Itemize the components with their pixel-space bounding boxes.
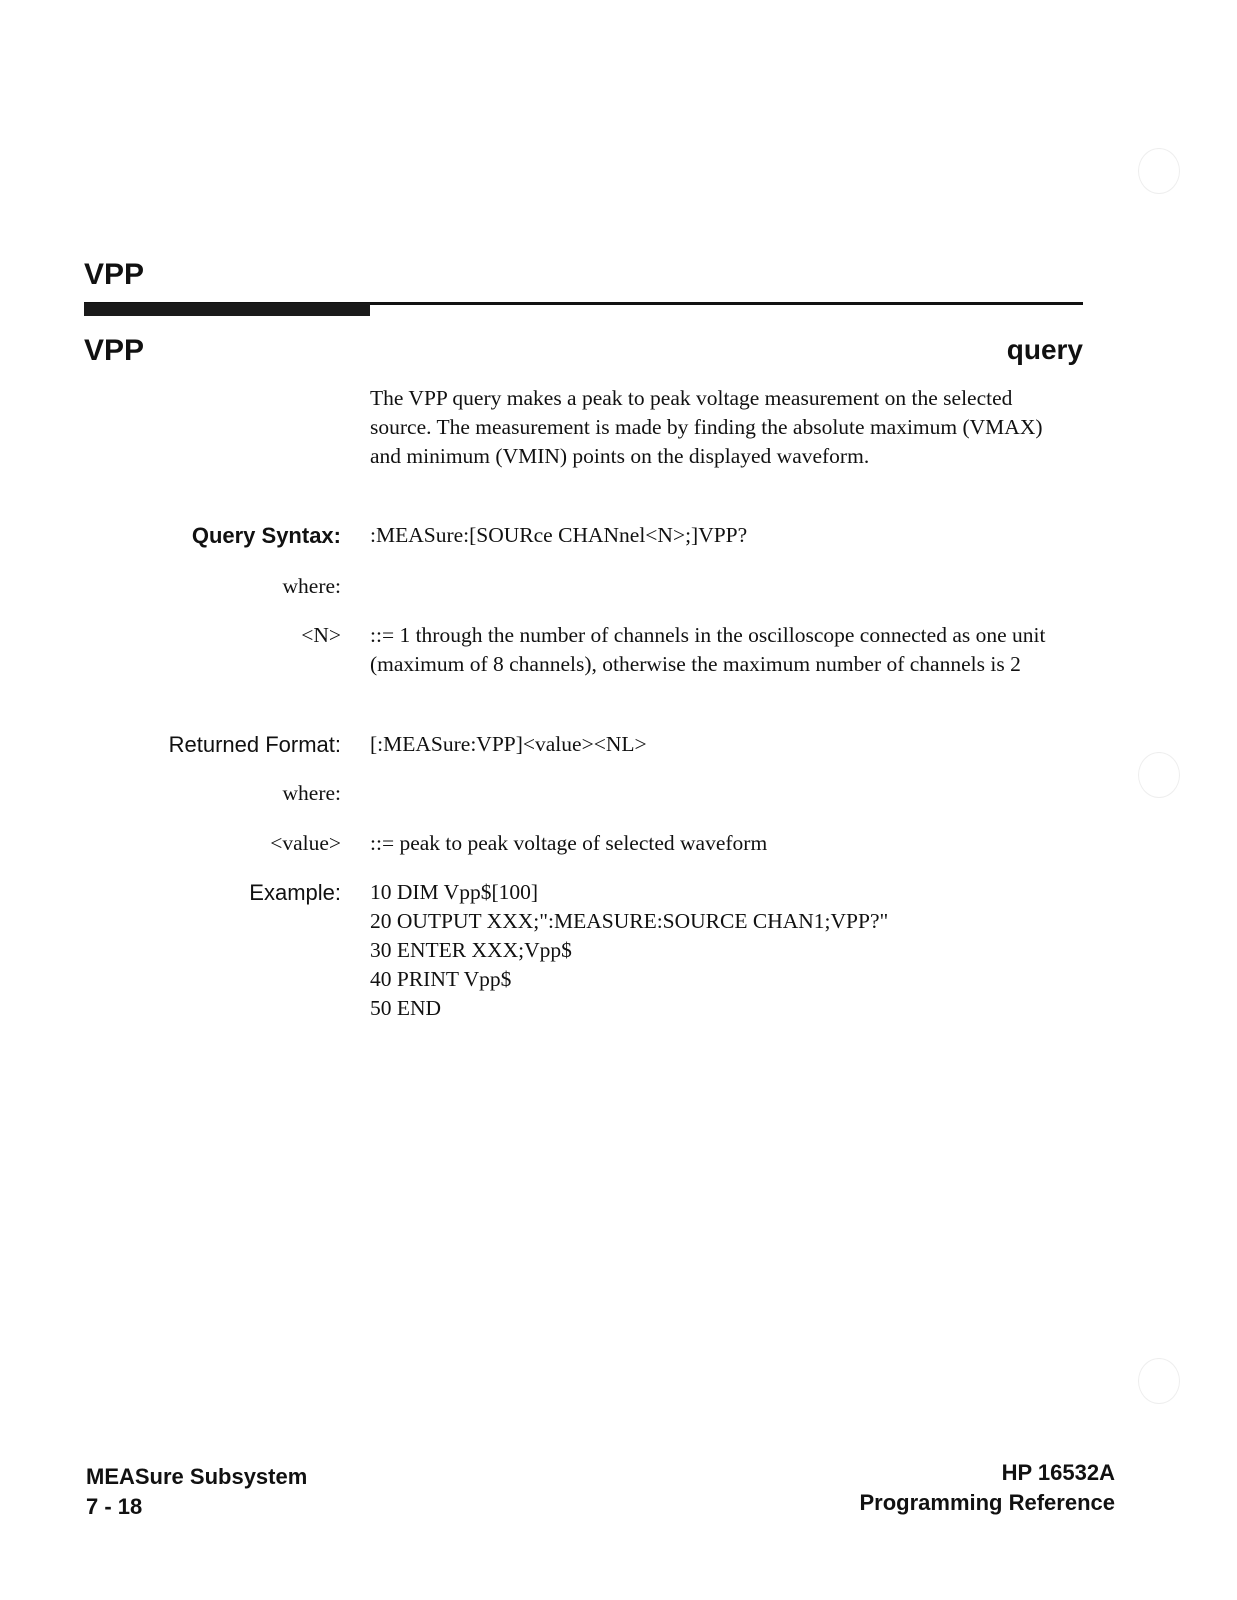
footer-subsystem: MEASure Subsystem	[86, 1464, 308, 1489]
param-n-description: ::= 1 through the number of channels in the oscilloscope connected as one unit (maximum of 8 channels), otherwise the maximum number of channels is 2	[370, 623, 1046, 676]
running-header: VPP	[84, 258, 145, 291]
code-line: 10 DIM Vpp$[100]	[370, 880, 539, 904]
punch-hole-mark	[1138, 752, 1180, 798]
header-rule-bar	[84, 303, 370, 316]
example-code	[370, 878, 1080, 1023]
footer-page-number: 7 - 18	[86, 1494, 143, 1519]
query-syntax-value: :MEASure:[SOURce CHANnel<N>;]VPP?	[370, 523, 748, 547]
where-label: where:	[282, 781, 341, 805]
param-value-label: <value>	[270, 831, 341, 855]
section-description: The VPP query makes a peak to peak voltage measurement on the selected source. The measurement is made by finding the absolute maximum (VMAX) and minimum (VMIN) points on the displayed waveform.	[370, 386, 1043, 468]
param-n-label: <N>	[301, 623, 341, 647]
footer-right	[859, 1458, 1115, 1518]
returned-format-value: [:MEASure:VPP]<value><NL>	[370, 732, 647, 756]
code-line: 20 OUTPUT XXX;":MEASURE:SOURCE CHAN1;VPP?"	[370, 909, 889, 933]
footer-left	[86, 1462, 307, 1522]
code-line: 30 ENTER XXX;Vpp$	[370, 938, 572, 962]
punch-hole-mark	[1138, 148, 1180, 194]
punch-hole-mark	[1138, 1358, 1180, 1404]
section-type: query	[1006, 334, 1083, 365]
code-line: 40 PRINT Vpp$	[370, 967, 512, 991]
param-value-description: ::= peak to peak voltage of selected waveform	[370, 831, 768, 855]
footer-doc-title: Programming Reference	[859, 1490, 1115, 1515]
returned-format-label: Returned Format:	[168, 732, 341, 757]
section-title: VPP	[84, 334, 145, 367]
example-label: Example:	[249, 880, 341, 905]
code-line: 50 END	[370, 996, 442, 1020]
query-syntax-label: Query Syntax:	[191, 523, 341, 548]
footer-product: HP 16532A	[1001, 1460, 1115, 1485]
where-label: where:	[282, 574, 341, 598]
